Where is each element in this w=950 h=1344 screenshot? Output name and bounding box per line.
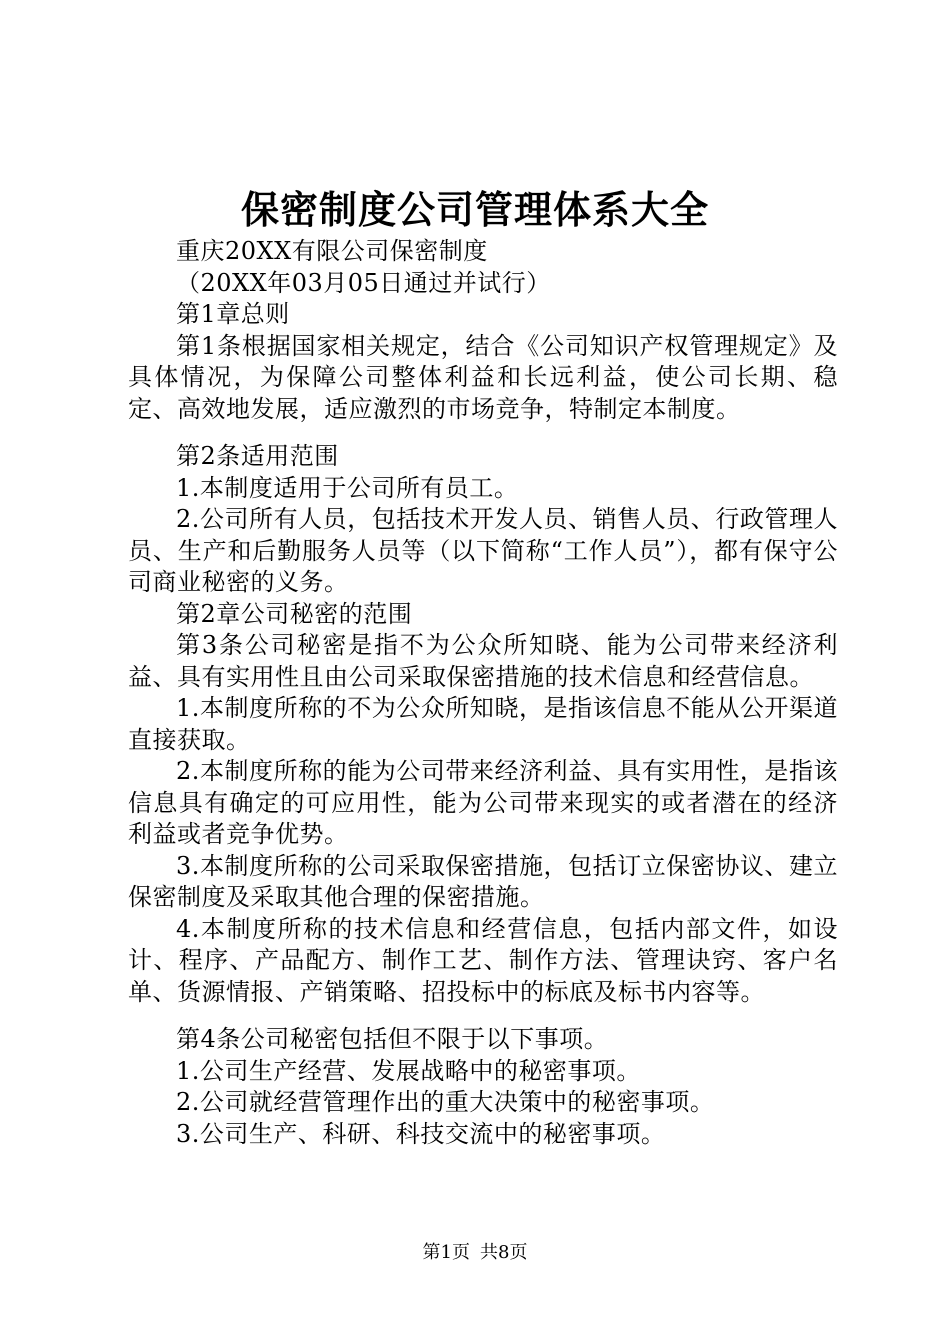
paragraph: 第1条根据国家相关规定，结合《公司知识产权管理规定》及具体情况，为保障公司整体利益和长远利益，使公司长期、稳定、高效地发展，适应激烈的市场竞争，特制定本制度。 <box>128 331 838 423</box>
paragraph: 1.本制度所称的不为公众所知晓，是指该信息不能从公开渠道直接获取。 <box>128 694 838 754</box>
document-body <box>128 236 838 1150</box>
paragraph: 1.本制度适用于公司所有员工。 <box>176 473 519 502</box>
paragraph: 第1章总则 <box>176 300 290 328</box>
paragraph: 第2条适用范围 <box>176 442 339 470</box>
page-total: 共8页 <box>480 1242 528 1263</box>
paragraph: 第2章公司秘密的范围 <box>176 599 413 628</box>
paragraph: 1.公司生产经营、发展战略中的秘密事项。 <box>176 1056 641 1085</box>
paragraph: 第3条公司秘密是指不为公众所知晓、能为公司带来经济利益、具有实用性且由公司采取保密措施的技术信息和经营信息。 <box>128 631 838 691</box>
document-title: 保密制度公司管理体系大全 <box>240 187 709 232</box>
paragraph: 重庆20XX有限公司保密制度 <box>176 237 488 265</box>
paragraph: （20XX年03月05日通过并试行） <box>176 268 551 297</box>
paragraph: 3.本制度所称的公司采取保密措施，包括订立保密协议、建立保密制度及采取其他合理的保密措施。 <box>128 851 838 911</box>
paragraph: 2.公司所有人员，包括技术开发人员、销售人员、行政管理人员、生产和后勤服务人员等（以下简称“工作人员”），都有保守公司商业秘密的义务。 <box>128 505 838 596</box>
page-number: 第1页 <box>422 1242 470 1263</box>
paragraph: 2.本制度所称的能为公司带来经济利益、具有实用性，是指该信息具有确定的可应用性，能为公司带来现实的或者潜在的经济利益或者竞争优势。 <box>128 757 838 848</box>
paragraph: 第4条公司秘密包括但不限于以下事项。 <box>176 1025 609 1053</box>
page-footer <box>0 1241 950 1265</box>
paragraph: 2.公司就经营管理作出的重大决策中的秘密事项。 <box>176 1088 715 1116</box>
paragraph: 4.本制度所称的技术信息和经营信息，包括内部文件，如设计、程序、产品配方、制作工艺、制作方法、管理诀窍、客户名单、货源情报、产销策略、招投标中的标底及标书内容等。 <box>128 914 838 1006</box>
paragraph: 3.公司生产、科研、科技交流中的秘密事项。 <box>176 1119 666 1148</box>
